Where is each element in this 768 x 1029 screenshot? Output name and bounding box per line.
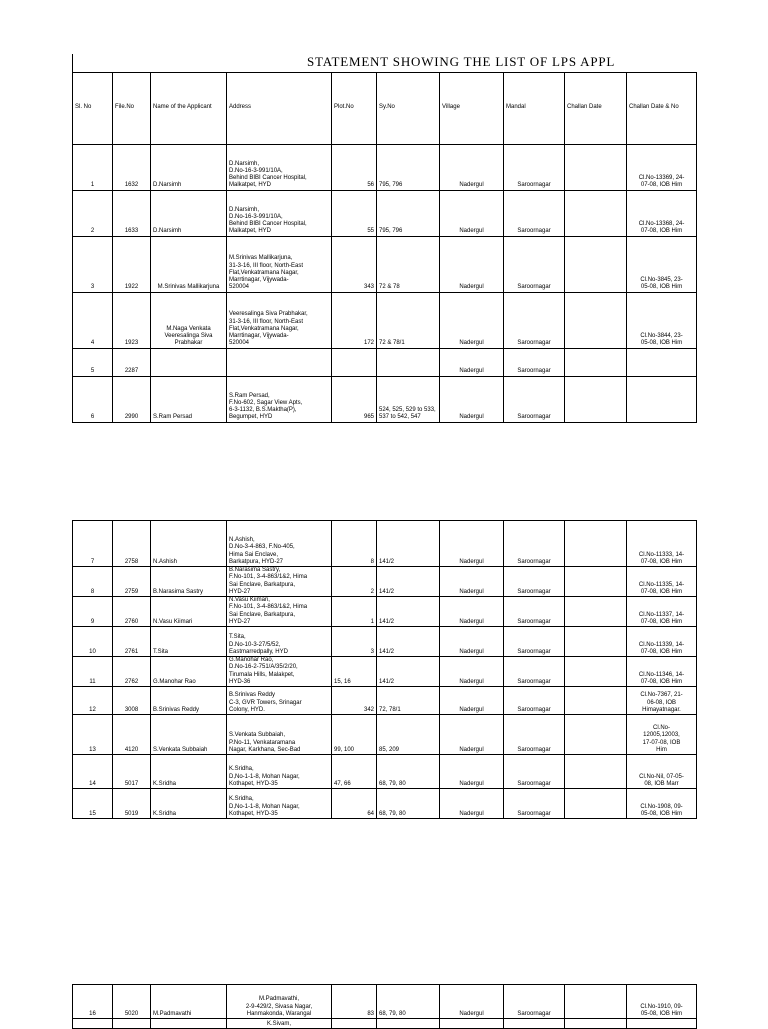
table-row: [73, 687, 697, 715]
cell-address-line: N.Vasu Kiimari,: [229, 597, 270, 604]
cell-sy-no: 795, 796: [377, 190, 440, 236]
cell-address: [227, 292, 332, 348]
header-mandal: Mandal: [504, 72, 565, 144]
cell-challan-no: [627, 348, 697, 376]
cell-plot-no: 343: [332, 236, 377, 292]
cell-challan-no-line: 07-08, IOB Him: [640, 618, 683, 625]
cell-challan-no: [627, 236, 697, 292]
cell-address: [227, 627, 332, 657]
cell-challan-no-line: 07-08, IOB Him: [640, 228, 683, 235]
cell-address-line: Kothapet, HYD-35: [229, 810, 278, 817]
cell-sy-no: 72, 78/1: [377, 687, 440, 715]
cell-mandal: Saroornagar: [504, 567, 565, 597]
header-village: Village: [440, 72, 504, 144]
cell-challan-date: [565, 627, 627, 657]
cell-file-no: 1633: [113, 190, 151, 236]
cell-mandal: Saroornagar: [504, 376, 565, 422]
cell-address-line: 2-9-429/2, Sivasa Nagar,: [245, 1003, 313, 1010]
cell-village: Nadergul: [440, 190, 504, 236]
header-sy-no: Sy.No: [377, 72, 440, 144]
cell-address-line: Malkatpet, HYD: [229, 182, 272, 189]
cell-challan-date: [565, 236, 627, 292]
cell-file-no: 4120: [113, 715, 151, 755]
cell-challan-date: [565, 657, 627, 687]
cell-address: [227, 687, 332, 715]
cell-mandal: Saroornagar: [504, 627, 565, 657]
cell-plot-no: 3: [332, 627, 377, 657]
cell-challan-no-line: Him: [656, 746, 667, 753]
cell-sy-no: 795, 796: [377, 144, 440, 190]
cell-address-line: D.No-16-3-991/10A,: [229, 167, 283, 174]
cell-sy-no: 72 & 78: [377, 236, 440, 292]
lps-table-page-2: [72, 520, 697, 819]
cell-address: [227, 985, 332, 1019]
cell-challan-no: [627, 755, 697, 789]
cell-address-line: Behind BIBI Cancer Hospital,: [229, 221, 307, 228]
cell-challan-no-line: 05-08, IOB Him: [640, 340, 683, 347]
cell-challan-no-line: Cl.No-3845, 23-: [640, 277, 683, 284]
cell-address: [227, 657, 332, 687]
cell-mandal: Saroornagar: [504, 715, 565, 755]
cell-sl-no: 13: [73, 715, 113, 755]
cell-sy-no: 141/2: [377, 567, 440, 597]
cell-file-no: 2759: [113, 567, 151, 597]
cell-address-line: D.No-10-3-27/5/52,: [229, 641, 281, 648]
cell-address-line: B.Narasima Sastry,: [229, 567, 281, 574]
cell-sl-no: 5: [73, 348, 113, 376]
cell-file-no: 2760: [113, 597, 151, 627]
header-challan-date-no: Challan Date & No: [627, 72, 697, 144]
cell-challan-date: [565, 144, 627, 190]
cell-plot-no: 965: [332, 376, 377, 422]
cell-applicant-name: N.Ashish: [151, 521, 227, 567]
lps-table-page-3: [72, 984, 697, 1029]
table-row: [73, 657, 697, 687]
cell-challan-no-line: Cl.No-13369, 24-: [638, 175, 685, 182]
cell-challan-no-line: 07-08, IOB Him: [640, 678, 683, 685]
cell-file-no: 5019: [113, 789, 151, 819]
cell-village: Nadergul: [440, 567, 504, 597]
cell-applicant-name: M.Padmavathi: [151, 985, 227, 1019]
cell-file-no: 2762: [113, 657, 151, 687]
cell-address-line: K.Sridha,: [229, 796, 254, 803]
cell-plot-no: 56: [332, 144, 377, 190]
cell-address-line: D.Narsimh,: [229, 160, 260, 167]
cell-sl-no: 14: [73, 755, 113, 789]
cell-address-line: F.No-101, 3-4-863/1&2, Hima: [229, 574, 308, 581]
cell-address: [227, 755, 332, 789]
cell-sy-no: 141/2: [377, 597, 440, 627]
cell-challan-no-line: Cl.No-1908, 09-: [640, 803, 683, 810]
table-row: [73, 567, 697, 597]
header-applicant-name: Name of the Applicant: [151, 72, 227, 144]
lps-table-page-1: [72, 54, 697, 423]
cell-plot-no: 342: [332, 687, 377, 715]
cell-address-line: T.Sita,: [229, 634, 246, 641]
cell-challan-no-line: Cl.No-11333, 14-: [638, 551, 685, 558]
cell-challan-no-line: 07-08, IOB Him: [640, 558, 683, 565]
cell-address-line: Flat,Venkatramana Nagar,: [229, 269, 299, 276]
header-plot-no: Plot.No: [332, 72, 377, 144]
cell-challan-no-line: 12005,12003,: [643, 732, 680, 739]
cell-address-line: HYD-36: [229, 678, 251, 685]
cell-address-line: K.Sridha,: [229, 766, 254, 773]
cell-applicant-name: N.Vasu Kiimari: [151, 597, 227, 627]
cell-applicant-name: B.Narasima Sastry: [151, 567, 227, 597]
cell-applicant-name: D.Narsimh: [151, 144, 227, 190]
cell-sy-no: 68, 79, 80: [377, 985, 440, 1019]
cell-address-line: D,No-1-1-8, Mohan Nagar,: [229, 803, 300, 810]
cell-village: Nadergul: [440, 985, 504, 1019]
cell-applicant-name: G.Manohar Rao: [151, 657, 227, 687]
cell-file-no: 3008: [113, 687, 151, 715]
cell-address-line: Hanmakonda, Warangal: [246, 1010, 312, 1017]
cell-applicant-name: T.Sita: [151, 627, 227, 657]
cell-challan-no-line: 05-08, IOB Him: [640, 810, 683, 817]
cell-sl-no: 8: [73, 567, 113, 597]
cell-village: Nadergul: [440, 521, 504, 567]
cell-sl-no: 6: [73, 376, 113, 422]
cell-sl-no: 15: [73, 789, 113, 819]
table-row: [73, 144, 697, 190]
cell-plot-no: [332, 348, 377, 376]
cell-address-line: C-3, GVR Towers, Srinagar: [229, 699, 302, 706]
cell-challan-no-line: 05-08, IOB Him: [640, 1010, 683, 1017]
cell-mandal: Saroornagar: [504, 190, 565, 236]
cell-address-line: 520004: [229, 340, 250, 347]
cell-challan-no-line: Cl.No-11337, 14-: [638, 611, 685, 618]
table-row: [73, 755, 697, 789]
cell-address-line: Barkatpura, HYD-27: [229, 558, 284, 565]
table-row: [73, 376, 697, 422]
cell-challan-no: [627, 567, 697, 597]
cell-plot-no: 55: [332, 190, 377, 236]
cell-address-line: F.No-101, 3-4-863/1&2, Hima: [229, 604, 308, 611]
cell-address-line: Malkatpet, HYD: [229, 228, 272, 235]
cell-address-line: Behind BIBI Cancer Hospital,: [229, 175, 307, 182]
cell-address-line: D.Narsimh,: [229, 206, 260, 213]
cell-challan-date: [565, 521, 627, 567]
cell-challan-no-line: Cl.No-13368, 24-: [638, 221, 685, 228]
table-section-3: [72, 984, 697, 1029]
cell-village: Nadergul: [440, 292, 504, 348]
header-row: [73, 72, 697, 144]
cell-challan-no-line: Cl.No-11339, 14-: [638, 641, 685, 648]
cell-mandal: Saroornagar: [504, 521, 565, 567]
cell-applicant-name: B.Srinivas Reddy: [151, 687, 227, 715]
cell-address-line: Nagar, Karkhana, Sec-Bad: [229, 746, 301, 753]
cell-sy-no: 72 & 78/1: [377, 292, 440, 348]
cell-address-line: K.Sivam,: [266, 1020, 291, 1027]
cell-address-line: N.Ashish,: [229, 537, 255, 544]
cell-applicant-name: M.Srinivas Mallikarjuna: [151, 236, 227, 292]
cell-sl-no: 12: [73, 687, 113, 715]
cell-address-line: D.No-3-4-863, F.No-405,: [229, 544, 295, 551]
cell-file-no: 2287: [113, 348, 151, 376]
cell-file-no: 1922: [113, 236, 151, 292]
table-section-1: [72, 54, 697, 423]
cell-challan-date: [565, 687, 627, 715]
table-row: [73, 521, 697, 567]
cell-challan-no-line: Cl.No-: [652, 725, 670, 732]
cell-file-no: 5020: [113, 985, 151, 1019]
cell-address-line: B.Srinivas Reddy: [229, 692, 276, 699]
cell-challan-date: [565, 348, 627, 376]
cell-mandal: Saroornagar: [504, 755, 565, 789]
table-row: [73, 985, 697, 1019]
header-sl-no: Sl. No: [73, 72, 113, 144]
cell-address: [227, 789, 332, 819]
cell-village: Nadergul: [440, 657, 504, 687]
cell-challan-no-line: 05-08, IOB Him: [640, 284, 683, 291]
cell-challan-no: [627, 144, 697, 190]
cell-address-line: 520004: [229, 284, 250, 291]
cell-challan-date: [565, 985, 627, 1019]
cell-address-line: D,No-1-1-8, Mohan Nagar,: [229, 773, 300, 780]
cell-plot-no: 64: [332, 789, 377, 819]
cell-sy-no: [377, 348, 440, 376]
cell-applicant-name: K.Sridha: [151, 755, 227, 789]
cell-sl-no: 1: [73, 144, 113, 190]
cell-file-no: 2990: [113, 376, 151, 422]
cell-village: Nadergul: [440, 755, 504, 789]
cell-challan-no-line: Himayatnagar.: [642, 706, 681, 713]
table-row: [73, 789, 697, 819]
table-row: [73, 292, 697, 348]
cell-address: [227, 521, 332, 567]
cell-mandal: Saroornagar: [504, 789, 565, 819]
document-title: STATEMENT SHOWING THE LIST OF LPS APPL: [307, 54, 616, 69]
cell-challan-date: [565, 567, 627, 597]
cell-applicant-name: S.Venkata Subbaiah: [151, 715, 227, 755]
cell-address-line: D.No-16-2-751/A/35/2/20,: [229, 664, 298, 671]
cell-sy-no: 141/2: [377, 627, 440, 657]
cell-address: [227, 597, 332, 627]
cell-challan-date: [565, 715, 627, 755]
cell-address-line: D.No-16-3-991/10A,: [229, 213, 283, 220]
cell-applicant-name: S.Ram Persad: [151, 376, 227, 422]
cell-mandal: Saroornagar: [504, 348, 565, 376]
cell-address-line: Begumpet, HYD: [229, 414, 273, 421]
cell-plot-no: 99, 100: [332, 715, 377, 755]
cell-sl-no: 7: [73, 521, 113, 567]
cell-challan-no: [627, 521, 697, 567]
cell-address-line: Marrtinagar, Vijywada-: [229, 333, 289, 340]
cell-challan-date: [565, 190, 627, 236]
cell-sy-no: 524, 525, 529 to 533, 537 to 542, 547: [377, 376, 440, 422]
header-challan-date: Challan Date: [565, 72, 627, 144]
cell-address-line: Eastmarredpally, HYD: [229, 648, 288, 655]
cell-file-no: 2758: [113, 521, 151, 567]
cell-address-line: S.Venkata Subbaiah,: [229, 732, 286, 739]
cell-address: [227, 236, 332, 292]
cell-address-line: Hima Sai Enclave,: [229, 551, 279, 558]
table-row: [73, 190, 697, 236]
cell-challan-no: [627, 985, 697, 1019]
table-row: [73, 627, 697, 657]
cell-applicant-name: D.Narsimh: [151, 190, 227, 236]
title-row: [73, 54, 697, 72]
cell-sy-no: 141/2: [377, 657, 440, 687]
cell-challan-no: [627, 687, 697, 715]
cell-plot-no: 47, 66: [332, 755, 377, 789]
cell-challan-no: [627, 292, 697, 348]
cell-sl-no: 3: [73, 236, 113, 292]
cell-address-line: S.Ram Persad,: [229, 392, 270, 399]
cell-challan-no-line: 08, IOB Marr: [644, 780, 679, 787]
cell-village: Nadergul: [440, 236, 504, 292]
cell-sl-no: 9: [73, 597, 113, 627]
cell-challan-date: [565, 789, 627, 819]
cell-mandal: Saroornagar: [504, 236, 565, 292]
cell-address-line: HYD-27: [229, 618, 251, 625]
cell-address: [227, 190, 332, 236]
cell-sy-no: 141/2: [377, 521, 440, 567]
cell-sl-no: 4: [73, 292, 113, 348]
cell-challan-no: [627, 657, 697, 687]
cell-challan-date: [565, 597, 627, 627]
cell-village: Nadergul: [440, 715, 504, 755]
cell-address-line: Colony, HYD.: [229, 706, 265, 713]
cell-applicant-name: M.Naga Venkata Veeresalinga Siva Prabhakar: [151, 292, 227, 348]
cell-address-line: M.Padmavathi,: [258, 996, 300, 1003]
cell-file-no: 1923: [113, 292, 151, 348]
cell-mandal: Saroornagar: [504, 687, 565, 715]
cell-challan-no-line: 07-08, IOB Him: [640, 648, 683, 655]
cell-village: Nadergul: [440, 348, 504, 376]
cell-village: Nadergul: [440, 687, 504, 715]
cell-address-line: Marrtinagar, Vijywada-: [229, 277, 289, 284]
cell-village: Nadergul: [440, 144, 504, 190]
table-row: [73, 236, 697, 292]
cell-sy-no: 68, 79, 80: [377, 789, 440, 819]
cell-sl-no: 11: [73, 657, 113, 687]
cell-file-no: 5017: [113, 755, 151, 789]
cell-applicant-name: [151, 348, 227, 376]
header-address: Address: [227, 72, 332, 144]
cell-file-no: 1632: [113, 144, 151, 190]
cell-address-line: 31-3-16, III floor, North-East: [229, 262, 304, 269]
cell-challan-date: [565, 292, 627, 348]
table-row: [73, 597, 697, 627]
cell-sl-no: 16: [73, 985, 113, 1019]
cell-village: Nadergul: [440, 597, 504, 627]
cell-address-line: 6-3-1132, B.S.Maktha(P),: [229, 407, 297, 414]
cell-challan-no-line: 07-08, IOB Him: [640, 588, 683, 595]
cell-sl-no: 2: [73, 190, 113, 236]
cell-address: [227, 144, 332, 190]
cell-village: Nadergul: [440, 627, 504, 657]
cell-challan-no-line: Cl.No-11335, 14-: [638, 581, 685, 588]
cell-mandal: Saroornagar: [504, 657, 565, 687]
cell-challan-no-line: Cl.No-11346, 14-: [638, 671, 685, 678]
cell-challan-no-line: 17-07-08, IOB: [642, 739, 681, 746]
cell-plot-no: 83: [332, 985, 377, 1019]
cell-plot-no: 15, 16: [332, 657, 377, 687]
cell-challan-no: [627, 789, 697, 819]
cell-challan-no: [627, 190, 697, 236]
cell-address-line: HYD-27: [229, 588, 251, 595]
cell-village: Nadergul: [440, 376, 504, 422]
cell-challan-no-line: Cl.No-1910, 09-: [640, 1003, 683, 1010]
cell-mandal: Saroornagar: [504, 144, 565, 190]
cell-address-line: Kothapet, HYD-35: [229, 780, 278, 787]
cell-plot-no: 2: [332, 567, 377, 597]
cell-challan-no: [627, 715, 697, 755]
cell-plot-no: 1: [332, 597, 377, 627]
cell-challan-no-line: 07-08, IOB Him: [640, 182, 683, 189]
cell-plot-no: 8: [332, 521, 377, 567]
cell-address-line: Sai Enclave, Barkatpura,: [229, 611, 296, 618]
cell-address-line: Tirumala Hills, Malakpet,: [229, 671, 295, 678]
cell-address-line: M.Srinivas Mallikarjuna,: [229, 255, 293, 262]
cell-address: [227, 376, 332, 422]
cell-challan-date: [565, 755, 627, 789]
cell-address-line: Flat,Venkatramana Nagar,: [229, 325, 299, 332]
cell-challan-no-line: Cl.No-Nil, 07-05-: [639, 773, 684, 780]
header-file-no: File.No: [113, 72, 151, 144]
cell-applicant-name: K.Sridha: [151, 789, 227, 819]
cell-address-line: 31-3-16, III floor, North-East: [229, 318, 304, 325]
cell-village: Nadergul: [440, 789, 504, 819]
cell-address: [227, 348, 332, 376]
cell-challan-no: [627, 376, 697, 422]
cell-address-line: Sai Enclave, Barkatpura,: [229, 581, 296, 588]
cell-address-line: Veeresalinga Siva Prabhakar,: [229, 311, 308, 318]
cell-file-no: 2761: [113, 627, 151, 657]
cell-challan-no: [627, 627, 697, 657]
cell-challan-date: [565, 376, 627, 422]
cell-mandal: Saroornagar: [504, 292, 565, 348]
cell-challan-no-line: 06-08, IOB: [646, 699, 676, 706]
table-row: [73, 348, 697, 376]
cell-sy-no: 68, 79, 80: [377, 755, 440, 789]
cell-sl-no: 10: [73, 627, 113, 657]
cell-address: [227, 715, 332, 755]
cell-challan-no-line: Cl.No-3844, 23-: [640, 333, 683, 340]
cell-challan-no-line: Cl.No-7367, 21-: [640, 692, 683, 699]
cell-address: [227, 567, 332, 597]
cell-challan-no: [627, 597, 697, 627]
cell-address-line: P.No-11, Venkataramana: [229, 739, 296, 746]
cell-mandal: Saroornagar: [504, 985, 565, 1019]
cell-plot-no: 172: [332, 292, 377, 348]
cell-mandal: Saroornagar: [504, 597, 565, 627]
cell-address-line: F.No-602, Sagar View Apts,: [229, 399, 303, 406]
cell-sy-no: 85, 209: [377, 715, 440, 755]
table-row: [73, 715, 697, 755]
table-section-2: [72, 520, 697, 819]
cell-address-line: G.Manohar Rao,: [229, 657, 274, 664]
